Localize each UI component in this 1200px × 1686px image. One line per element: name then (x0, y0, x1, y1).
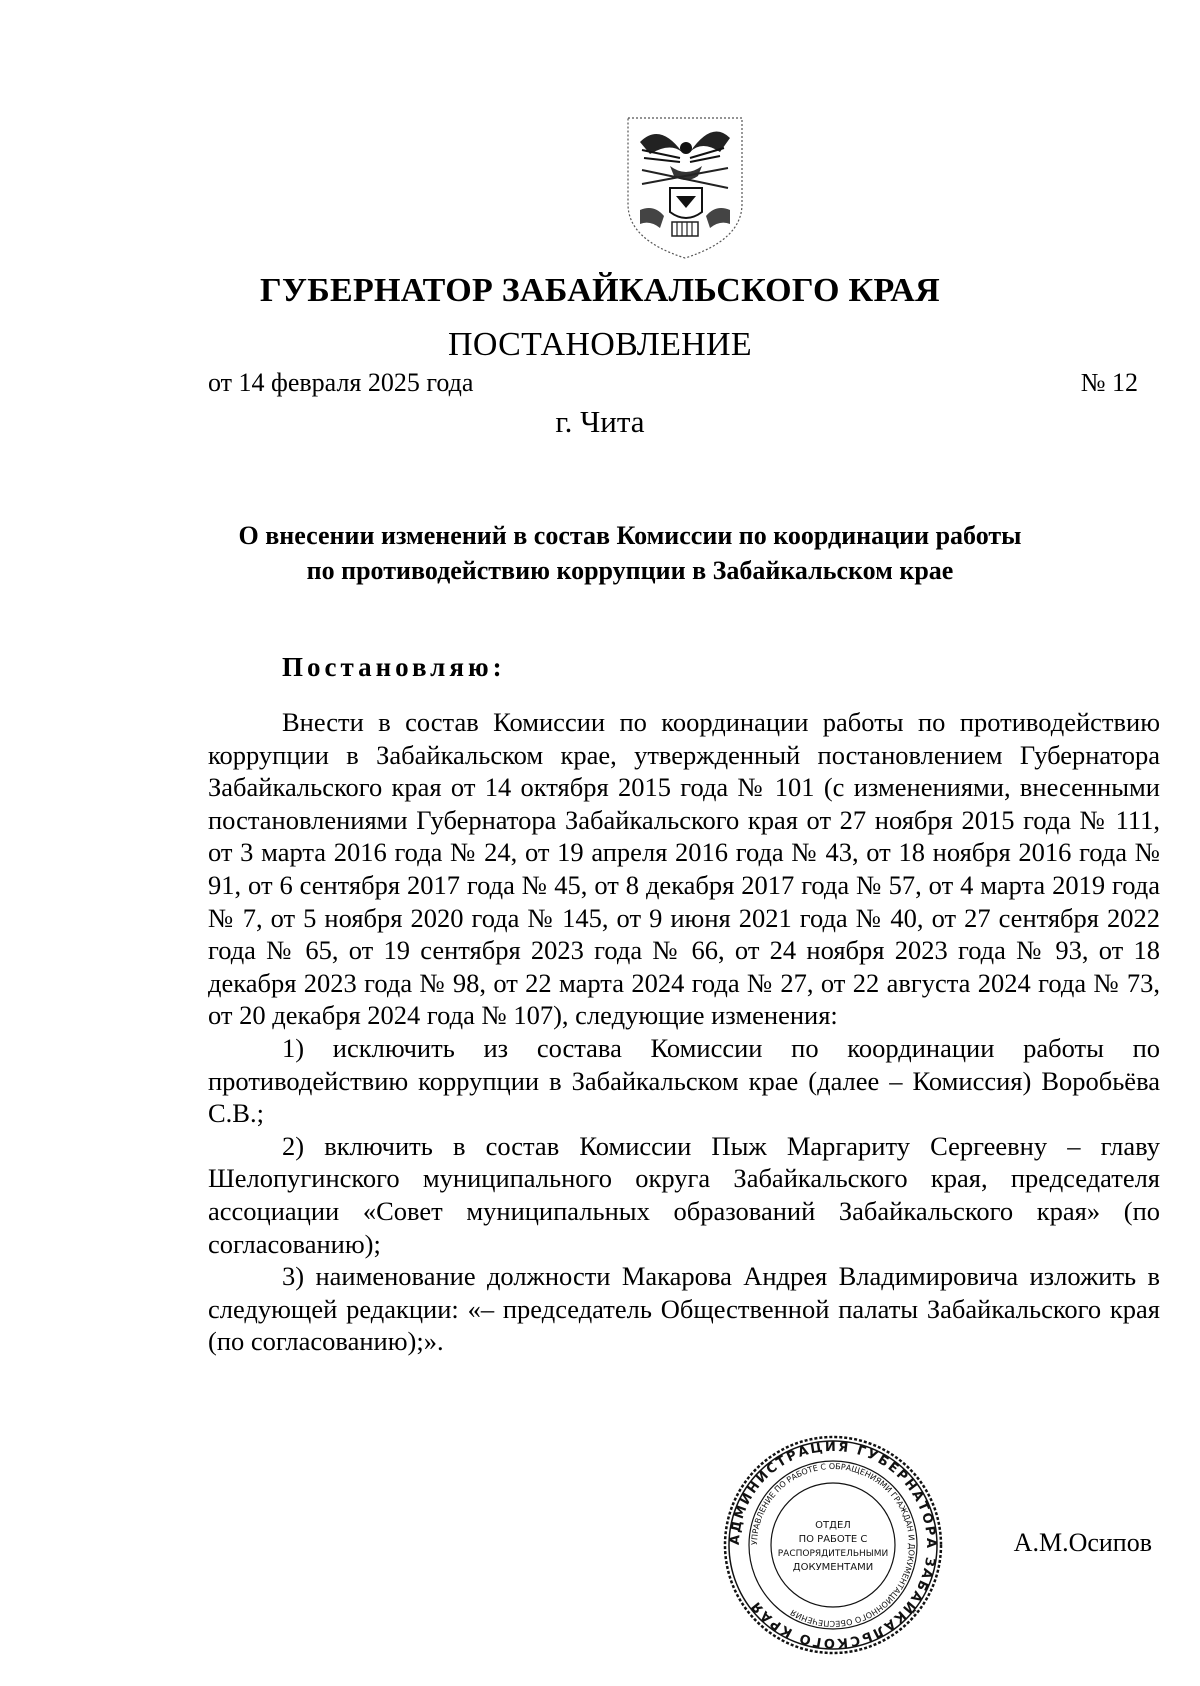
subject-line-1: О внесении изменений в состав Комиссии по координации работы (238, 521, 1022, 550)
official-seal-icon (720, 1432, 946, 1658)
document-number: № 12 (1080, 368, 1138, 397)
signatory-name: А.М.Осипов (1013, 1528, 1152, 1557)
document-date: от 14 февраля 2025 года (208, 368, 474, 397)
seal-inner-ring-text: УПРАВЛЕНИЕ ПО РАБОТЕ С ОБРАЩЕНИЯМИ ГРАЖДАН И ДОКУМЕНТАЦИОННОГО ОБЕСПЕЧЕНИЯ (749, 1461, 917, 1629)
subject-line-2: по противодействию коррупции в Забайкальском крае (306, 556, 954, 585)
seal-outer-ring-text: АДМИНИСТРАЦИЯ ГУБЕРНАТОРА ЗАБАЙКАЛЬСКОГО КРАЯ (727, 1439, 939, 1651)
seal-center-line-1: ОТДЕЛ (815, 1520, 851, 1531)
body-item-3: 3) наименование должности Макарова Андрея Владимировича изложить в следующей редакции: «– председатель Общественной палаты Забайкальского края (по согласованию);». (208, 1261, 1160, 1357)
svg-text:АДМИНИСТРАЦИЯ ГУБЕРНАТОРА ЗАБА (728, 1440, 938, 1650)
seal-center-line-3: РАСПОРЯДИТЕЛЬНЫМИ (777, 1549, 889, 1559)
body-item-2: 2) включить в состав Комиссии Пыж Маргариту Сергеевну – главу Шелопугинского муниципального округа Забайкальского края, председателя ассоциации «Совет муниципальных образований Забайкальского края» (по согласованию); (208, 1130, 1160, 1259)
seal-center-line-4: ДОКУМЕНТАМИ (792, 1562, 874, 1573)
issuing-authority: ГУБЕРНАТОР ЗАБАЙКАЛЬСКОГО КРАЯ (260, 272, 940, 309)
seal-center-line-2: ПО РАБОТЕ С (798, 1534, 868, 1545)
body-intro-paragraph: Внести в состав Комиссии по координации работы по противодействию коррупции в Забайкальском крае, утвержденный постановлением Губернатора Забайкальского края от 14 октября 2015 года № 101 (с изменениями, внесенными постановлениями Губернатора Забайкальского края от 27 ноября 2015 года № 111, от 3 марта 2016 года № 24, от 19 апреля 2016 года № 43, от 18 ноября 2016 года № 91, от 6 сентября 2017 года № 45, от 8 декабря 2017 года № 57, от 4 марта 2019 года № 7, от 5 ноября 2020 года № 145, от 9 июня 2021 года № 40, от 27 сентября 2022 года № 65, от 19 сентября 2023 года № 66, от 24 ноября 2023 года № 93, от 18 декабря 2023 года № 98, от 22 марта 2024 года № 27, от 22 августа 2024 года № 73, от 20 декабря 2024 года № 107), следующие изменения: (208, 707, 1160, 1031)
document-city: г. Чита (555, 404, 645, 439)
ordering-word: Постановляю: (282, 652, 506, 682)
coat-of-arms-icon (620, 112, 750, 262)
document-body (208, 706, 1160, 1358)
document-type: ПОСТАНОВЛЕНИЕ (448, 326, 752, 363)
body-item-1: 1) исключить из состава Комиссии по координации работы по противодействию коррупции в Забайкальском крае (далее – Комиссия) Воробьёва С.В.; (208, 1032, 1160, 1129)
document-subject (150, 518, 1110, 588)
